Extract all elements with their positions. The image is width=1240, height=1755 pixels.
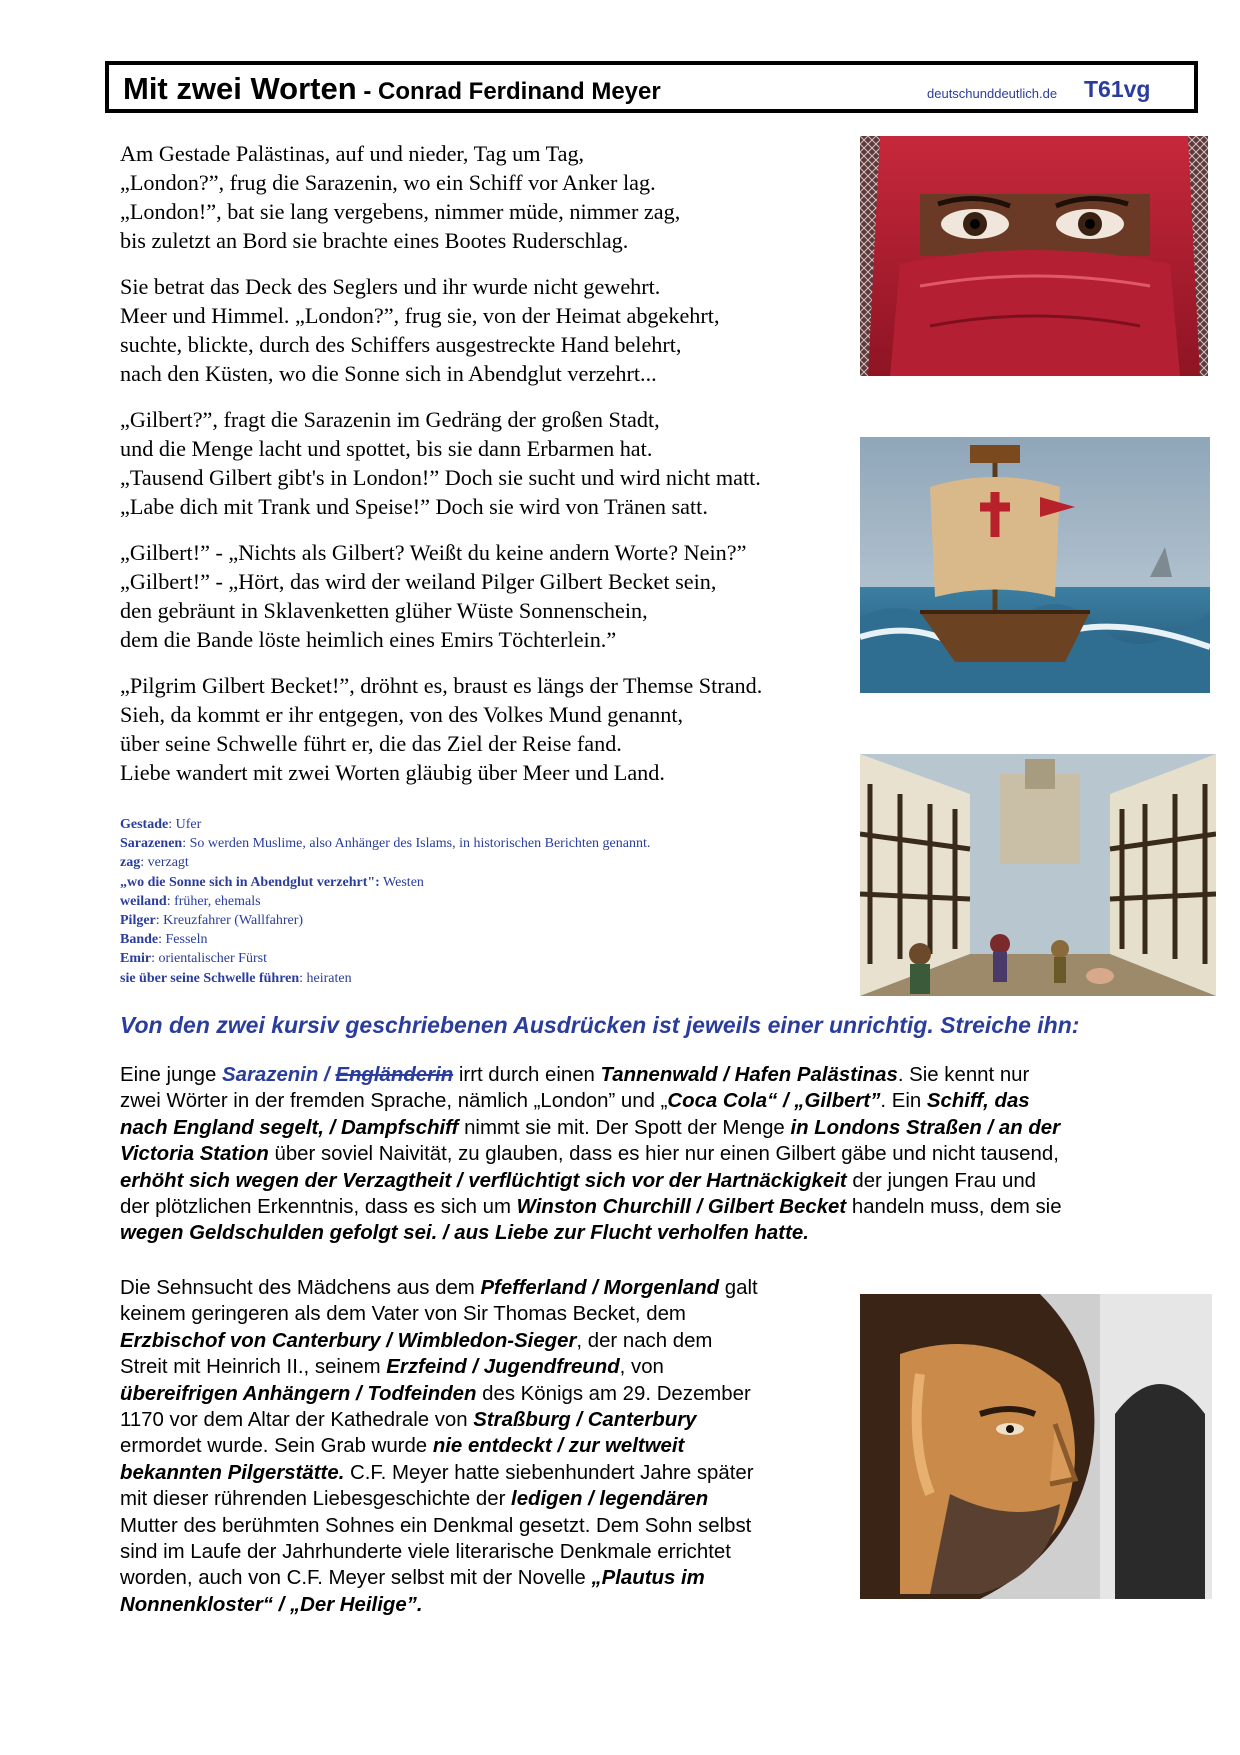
text: . Ein <box>880 1090 927 1113</box>
poem-line: Sieh, da kommt er ihr entgegen, von des Volkes Mund genannt, <box>120 702 684 727</box>
glossary-definition: : heiraten <box>299 970 352 986</box>
poem-line: „Gilbert!” - „Hört, das wird der weiland Pilger Gilbert Becket sein, <box>120 569 717 594</box>
text-line <box>120 1354 850 1380</box>
option-choice[interactable]: in Londons Straßen / an der <box>790 1116 1061 1139</box>
text-line <box>120 1328 850 1354</box>
option-choice[interactable]: Sarazenin / <box>222 1064 336 1086</box>
text: C.F. Meyer hatte siebenhundert Jahre später <box>344 1461 754 1484</box>
glossary-term: Pilger <box>120 913 156 929</box>
option-choice[interactable]: nach England segelt, / Dampfschiff <box>120 1116 459 1139</box>
text: , von <box>619 1356 664 1379</box>
veiled-woman-image <box>860 136 1208 376</box>
title-text: Mit zwei Worten <box>123 71 357 106</box>
poem-line: bis zuletzt an Bord sie brachte eines Bootes Ruderschlag. <box>120 228 629 253</box>
glossary-entry <box>120 892 820 911</box>
option-choice[interactable]: erhöht sich wegen der Verzagtheit / verflüchtigt sich vor der Hartnäckigkeit <box>120 1169 847 1192</box>
option-choice[interactable]: Erzbischof von Canterbury / Wimbledon-Sieger <box>120 1329 577 1352</box>
site-label: deutschunddeutlich.de <box>927 86 1058 101</box>
glossary-definition: : früher, ehemals <box>166 893 261 909</box>
glossary-entry <box>120 815 820 834</box>
text-line <box>120 1062 1210 1088</box>
option-choice[interactable]: bekannten Pilgerstätte. <box>120 1461 345 1484</box>
text-line <box>120 1141 1210 1167</box>
poem-line: „Pilgrim Gilbert Becket!”, dröhnt es, braust es längs der Themse Strand. <box>120 673 763 698</box>
text: Mutter des berühmten Sohnes ein Denkmal gesetzt. Dem Sohn selbst <box>120 1514 752 1537</box>
portrait-image <box>860 1294 1212 1599</box>
glossary-term: weiland <box>120 893 167 909</box>
option-choice[interactable]: wegen Geldschulden gefolgt sei. / aus Liebe zur Flucht verholfen hatte. <box>120 1222 809 1245</box>
text: , der nach dem <box>576 1329 713 1352</box>
option-choice[interactable]: Schiff, das <box>926 1090 1030 1113</box>
glossary-entry <box>120 834 820 853</box>
worksheet-code: T61vg <box>1084 76 1151 102</box>
option-choice[interactable]: nie entdeckt / zur weltweit <box>432 1435 685 1458</box>
glossary-definition: : Fesseln <box>158 932 208 948</box>
text-line <box>120 1301 850 1327</box>
text: der plötzlichen Erkenntnis, dass es sich um <box>120 1196 517 1219</box>
poem-line: suchte, blickte, durch des Schiffers ausgestreckte Hand belehrt, <box>120 332 682 357</box>
option-choice[interactable]: Victoria Station <box>120 1143 269 1166</box>
poem-line: nach den Küsten, wo die Sonne sich in Abendglut verzehrt... <box>120 361 657 386</box>
ship-illustration <box>860 437 1210 693</box>
stanza <box>120 405 850 521</box>
text-line <box>120 1592 850 1618</box>
text: mit dieser rührenden Liebesgeschichte der <box>120 1488 512 1511</box>
option-choice[interactable]: Nonnenkloster“ / „Der Heilige”. <box>120 1593 423 1616</box>
text: . Sie kennt nur <box>897 1064 1030 1086</box>
text: irrt durch einen <box>453 1064 601 1086</box>
option-choice[interactable]: Tannenwald / Hafen Palästinas <box>600 1064 898 1086</box>
author-text: - Conrad Ferdinand Meyer <box>356 78 661 105</box>
text: sind im Laufe der Jahrhunderte viele literarische Denkmale errichtet <box>120 1541 731 1564</box>
glossary-entry <box>120 873 820 892</box>
stanza <box>120 671 850 787</box>
glossary-term: zag <box>120 855 141 871</box>
text-line <box>120 1168 1210 1194</box>
option-choice[interactable]: ledigen / legendären <box>511 1488 709 1511</box>
text: Eine junge <box>120 1064 223 1086</box>
poem-line: Sie betrat das Deck des Seglers und ihr wurde nicht gewehrt. <box>120 274 661 299</box>
glossary-entry <box>120 853 820 872</box>
text-line <box>120 1088 1210 1114</box>
poem-line: und die Menge lacht und spottet, bis sie dann Erbarmen hat. <box>120 436 653 461</box>
exercise-paragraph-1 <box>120 1062 1210 1247</box>
option-choice[interactable]: übereifrigen Anhängern / Todfeinden <box>120 1382 477 1405</box>
text-line <box>120 1220 1210 1246</box>
stanza <box>120 272 850 388</box>
stanza <box>120 538 850 654</box>
glossary <box>120 815 820 988</box>
poem-line: „Gilbert!” - „Nichts als Gilbert? Weißt du keine andern Worte? Nein?” <box>120 540 747 565</box>
poem-line: „Labe dich mit Trank und Speise!” Doch sie wird von Tränen satt. <box>120 494 708 519</box>
task-instruction: Von den zwei kursiv geschriebenen Ausdrücken ist jeweils einer unrichtig. Streiche ihn: <box>120 1012 1080 1038</box>
poem-line: „Tausend Gilbert gibt's in London!” Doch sie sucht und wird nicht matt. <box>120 465 761 490</box>
portrait-illustration <box>860 1294 1212 1599</box>
text: 1170 vor dem Altar der Kathedrale von <box>120 1409 474 1432</box>
option-choice[interactable]: Coca Cola“ / „Gilbert” <box>667 1090 881 1113</box>
text: handeln muss, dem sie <box>846 1196 1062 1219</box>
poem-line: „London?”, frug die Sarazenin, wo ein Schiff vor Anker lag. <box>120 170 656 195</box>
text-line <box>120 1194 1210 1220</box>
text: worden, auch von C.F. Meyer selbst mit der Novelle <box>120 1567 592 1590</box>
text: Streit mit Heinrich II., seinem <box>120 1356 387 1379</box>
glossary-term: Sarazenen <box>120 836 183 852</box>
page-title <box>123 71 661 107</box>
ship-image <box>860 437 1210 693</box>
text: galt <box>719 1277 758 1299</box>
poem-line: Am Gestade Palästinas, auf und nieder, Tag um Tag, <box>120 141 585 166</box>
text-line <box>120 1486 850 1512</box>
glossary-term: Gestade <box>120 817 169 832</box>
option-choice[interactable]: Straßburg / Canterbury <box>473 1409 697 1432</box>
glossary-entry <box>120 911 820 930</box>
option-choice[interactable]: Winston Churchill / Gilbert Becket <box>516 1196 847 1219</box>
text-line <box>120 1381 850 1407</box>
poem-line: „Gilbert?”, fragt die Sarazenin im Gedräng der großen Stadt, <box>120 407 660 432</box>
text-line <box>120 1275 850 1301</box>
medieval-street-image <box>860 754 1216 996</box>
glossary-term: „wo die Sonne sich in Abendglut verzehrt": <box>120 874 380 890</box>
text: zwei Wörter in der fremden Sprache, nämlich „London” und „ <box>120 1090 668 1113</box>
option-choice[interactable]: Pfefferland / Morgenland <box>480 1277 720 1299</box>
poem-line: dem die Bande löste heimlich eines Emirs Töchterlein.” <box>120 627 617 652</box>
glossary-definition: : orientalischer Fürst <box>151 951 267 967</box>
glossary-term: sie über seine Schwelle führen <box>120 970 300 986</box>
text-line <box>120 1407 850 1433</box>
glossary-entry <box>120 969 820 988</box>
poem-line: den gebräunt in Sklavenketten glüher Wüste Sonnenschein, <box>120 598 648 623</box>
text: nimmt sie mit. Der Spott der Menge <box>458 1116 791 1139</box>
title-box <box>105 61 1198 113</box>
text: ermordet wurde. Sein Grab wurde <box>120 1435 433 1458</box>
text: der jungen Frau und <box>846 1169 1037 1192</box>
glossary-entry <box>120 949 820 968</box>
poem-line: „London!”, bat sie lang vergebens, nimmer müde, nimmer zag, <box>120 199 681 224</box>
text-line <box>120 1539 850 1565</box>
text-line <box>120 1565 850 1591</box>
text: Die Sehnsucht des Mädchens aus dem <box>120 1277 481 1299</box>
stanza <box>120 139 850 255</box>
option-choice[interactable]: Erzfeind / Jugendfreund <box>386 1356 620 1379</box>
glossary-term: Emir <box>120 951 152 967</box>
glossary-definition: : verzagt <box>140 855 189 871</box>
glossary-definition: : Ufer <box>168 817 202 832</box>
text: des Königs am 29. Dezember <box>476 1382 751 1405</box>
text-line <box>120 1460 850 1486</box>
glossary-term: Bande <box>120 932 159 948</box>
text-line <box>120 1433 850 1459</box>
exercise-paragraph-2 <box>120 1275 850 1618</box>
option-struck[interactable]: Engländerin <box>335 1064 454 1086</box>
poem-line: Liebe wandert mit zwei Worten gläubig über Meer und Land. <box>120 760 665 785</box>
veiled-woman-illustration <box>860 136 1208 376</box>
option-choice[interactable]: „Plautus im <box>591 1567 705 1590</box>
poem-line: Meer und Himmel. „London?”, frug sie, von der Heimat abgekehrt, <box>120 303 720 328</box>
glossary-definition: : Kreuzfahrer (Wallfahrer) <box>155 913 304 929</box>
text: keinem geringeren als dem Vater von Sir Thomas Becket, dem <box>120 1303 686 1326</box>
text-line <box>120 1513 850 1539</box>
glossary-definition: Westen <box>379 874 424 890</box>
glossary-entry <box>120 930 820 949</box>
poem <box>120 139 850 804</box>
text-line <box>120 1115 1210 1141</box>
medieval-street-illustration <box>860 754 1216 996</box>
poem-line: über seine Schwelle führt er, die das Ziel der Reise fand. <box>120 731 622 756</box>
glossary-definition: : So werden Muslime, also Anhänger des Islams, in historischen Berichten genannt. <box>182 836 651 852</box>
text: über soviel Naivität, zu glauben, dass es hier nur einen Gilbert gäbe und nicht tausend, <box>268 1143 1059 1166</box>
